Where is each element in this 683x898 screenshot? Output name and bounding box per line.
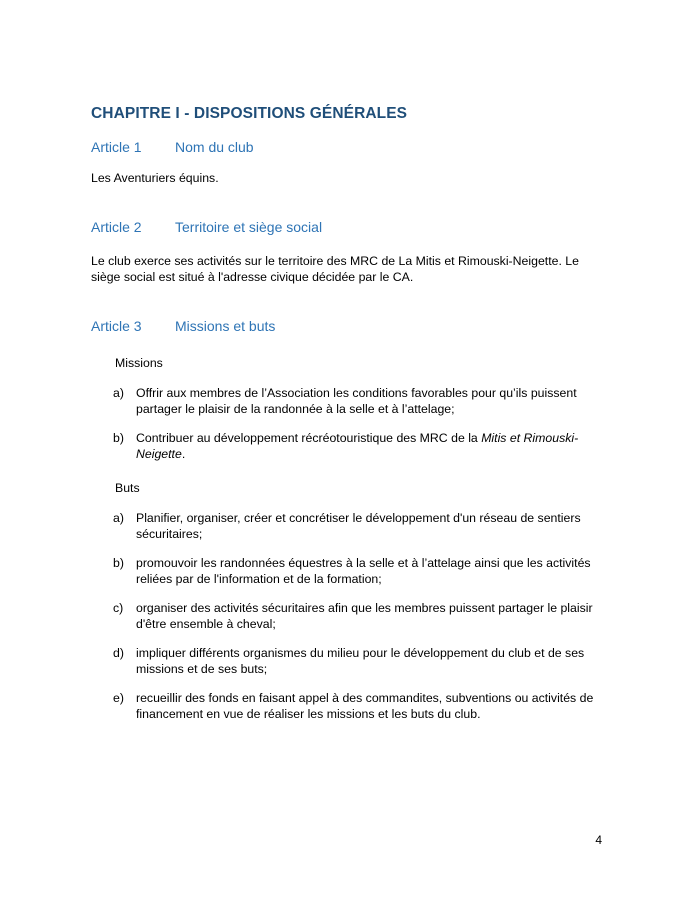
list-marker: c) xyxy=(113,601,124,615)
list-marker: e) xyxy=(113,691,124,705)
list-item xyxy=(91,555,596,587)
spacer xyxy=(91,285,596,317)
list-item-text xyxy=(136,690,596,722)
list-item xyxy=(91,385,596,417)
list-item-text xyxy=(136,385,596,417)
article-title-3: Missions et buts xyxy=(175,318,276,334)
list-item-text xyxy=(136,645,596,677)
spacer xyxy=(91,236,596,253)
buts-subheading: Buts xyxy=(115,481,140,495)
missions-subheading: Missions xyxy=(115,356,163,370)
article-title-2: Territoire et siège social xyxy=(175,219,323,235)
buts-list xyxy=(91,510,596,722)
article-heading-2 xyxy=(91,218,596,236)
article-body-2: Le club exerce ses activités sur le territoire des MRC de La Mitis et Rimouski-Neigette. Le siège social est situé à l'adresse civique décidée par le CA. xyxy=(91,254,579,284)
article-label-2: Article 2 xyxy=(91,219,142,235)
list-marker: b) xyxy=(113,556,124,570)
text-segment: Contribuer au développement récréotouristique des MRC de la xyxy=(136,431,482,445)
article-heading-1 xyxy=(91,138,596,156)
text-segment: impliquer différents organismes du milieu pour le développement du club et de ses missions et de ses buts; xyxy=(136,646,585,676)
document-content xyxy=(91,104,596,722)
list-item xyxy=(91,510,596,542)
missions-list xyxy=(91,385,596,462)
spacer xyxy=(91,156,596,170)
list-marker: a) xyxy=(113,511,124,525)
article-label-3: Article 3 xyxy=(91,318,142,334)
article-title-1: Nom du club xyxy=(175,139,254,155)
spacer xyxy=(91,371,596,385)
spacer xyxy=(91,335,596,355)
list-item xyxy=(91,690,596,722)
list-item xyxy=(91,600,596,632)
text-segment: Offrir aux membres de l’Association les conditions favorables pour qu’ils puissent partager le plaisir de la randonnée à la selle et à l’attelage; xyxy=(136,386,577,416)
text-segment: organiser des activités sécuritaires afin que les membres puissent partager le plaisir d'être ensemble à cheval; xyxy=(136,601,593,631)
list-marker: d) xyxy=(113,646,124,660)
spacer xyxy=(91,186,596,218)
article-heading-3 xyxy=(91,317,596,335)
list-item xyxy=(91,430,596,462)
article-label-1: Article 1 xyxy=(91,139,142,155)
spacer xyxy=(91,496,596,510)
list-marker: a) xyxy=(113,386,124,400)
list-item-text xyxy=(136,555,596,587)
text-segment: recueillir des fonds en faisant appel à des commandites, subventions ou activités de financement en vue de réaliser les missions et les buts du club. xyxy=(136,691,594,721)
text-segment: promouvoir les randonnées équestres à la selle et à l’attelage ainsi que les activités reliées par de l'information et de la formation; xyxy=(136,556,591,586)
article-body-1: Les Aventuriers équins. xyxy=(91,171,219,185)
spacer xyxy=(91,462,596,480)
list-item xyxy=(91,645,596,677)
list-item-text xyxy=(136,430,596,462)
text-segment-italic: Mitis et Rimouski-Neigette xyxy=(136,431,579,461)
text-segment: Planifier, organiser, créer et concrétiser le développement d'un réseau de sentiers sécuritaires; xyxy=(136,511,581,541)
list-marker: b) xyxy=(113,431,124,445)
page-number: 4 xyxy=(595,833,602,847)
text-segment: . xyxy=(181,447,186,461)
list-item-text xyxy=(136,600,596,632)
list-item-text xyxy=(136,510,596,542)
page-title: CHAPITRE I - DISPOSITIONS GÉNÉRALES xyxy=(91,105,408,122)
